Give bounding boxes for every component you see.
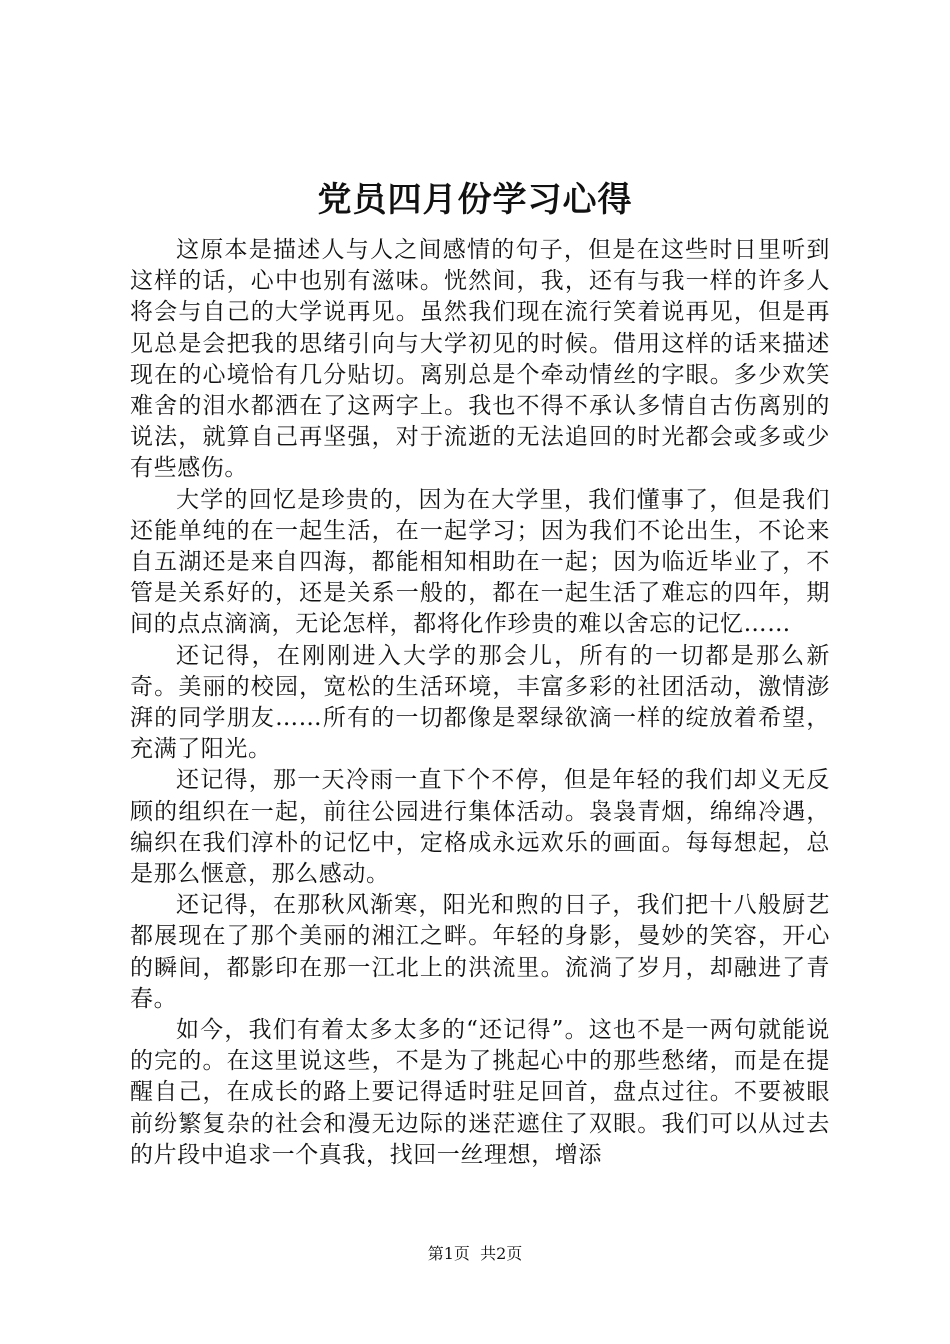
document-body bbox=[130, 235, 830, 1171]
paragraph-4: 还记得，那一天冷雨一直下个不停，但是年轻的我们却义无反顾的组织在一起，前往公园进行集体活动。袅袅青烟，绵绵冷遇，编织在我们淳朴的记忆中，定格成永远欢乐的画面。每每想起，总是那么惬意，那么感动。 bbox=[130, 767, 830, 888]
paragraph-6: 如今，我们有着太多太多的“还记得”。这也不是一两句就能说的完的。在这里说这些，不是为了挑起心中的那些愁绪，而是在提醒自己，在成长的路上要记得适时驻足回首，盘点过往。不要被眼前纷繁复杂的社会和漫无边际的迷茫遮住了双眼。我们可以从过去的片段中追求一个真我，找回一丝理想，增添 bbox=[130, 1017, 830, 1168]
page-number: 第1页 共2页 bbox=[427, 1244, 523, 1263]
paragraph-1: 这原本是描述人与人之间感情的句子，但是在这些时日里听到这样的话，心中也别有滋味。恍然间，我，还有与我一样的许多人将会与自己的大学说再见。虽然我们现在流行笑着说再见，但是再见总是会把我的思绪引向与大学初见的时候。借用这样的话来描述现在的心境恰有几分贴切。离别总是个牵动情丝的字眼。多少欢笑难舍的泪水都洒在了这两字上。我也不得不承认多情自古伤离别的说法，就算自己再坚强，对于流逝的无法追回的时光都会或多或少有些感伤。 bbox=[130, 237, 830, 482]
paragraph-3: 还记得，在刚刚进入大学的那会儿，所有的一切都是那么新奇。美丽的校园，宽松的生活环境，丰富多彩的社团活动，激情澎湃的同学朋友……所有的一切都像是翠绿欲滴一样的绽放着希望，充满了阳光。 bbox=[130, 642, 830, 763]
paragraph-2: 大学的回忆是珍贵的，因为在大学里，我们懂事了，但是我们还能单纯的在一起生活，在一起学习；因为我们不论出生，不论来自五湖还是来自四海，都能相知相助在一起；因为临近毕业了，不管是关系好的，还是关系一般的，都在一起生活了难忘的四年，期间的点点滴滴，无论怎样，都将化作珍贵的难以舍忘的记忆…… bbox=[130, 486, 830, 638]
paragraph-5: 还记得，在那秋风渐寒，阳光和煦的日子，我们把十八般厨艺都展现在了那个美丽的湘江之畔。年轻的身影，曼妙的笑容，开心的瞬间，都影印在那一江北上的洪流里。流淌了岁月，却融进了青春。 bbox=[130, 892, 830, 1012]
page-footer bbox=[0, 1243, 950, 1265]
document-title: 党员四月份学习心得 bbox=[317, 180, 633, 220]
